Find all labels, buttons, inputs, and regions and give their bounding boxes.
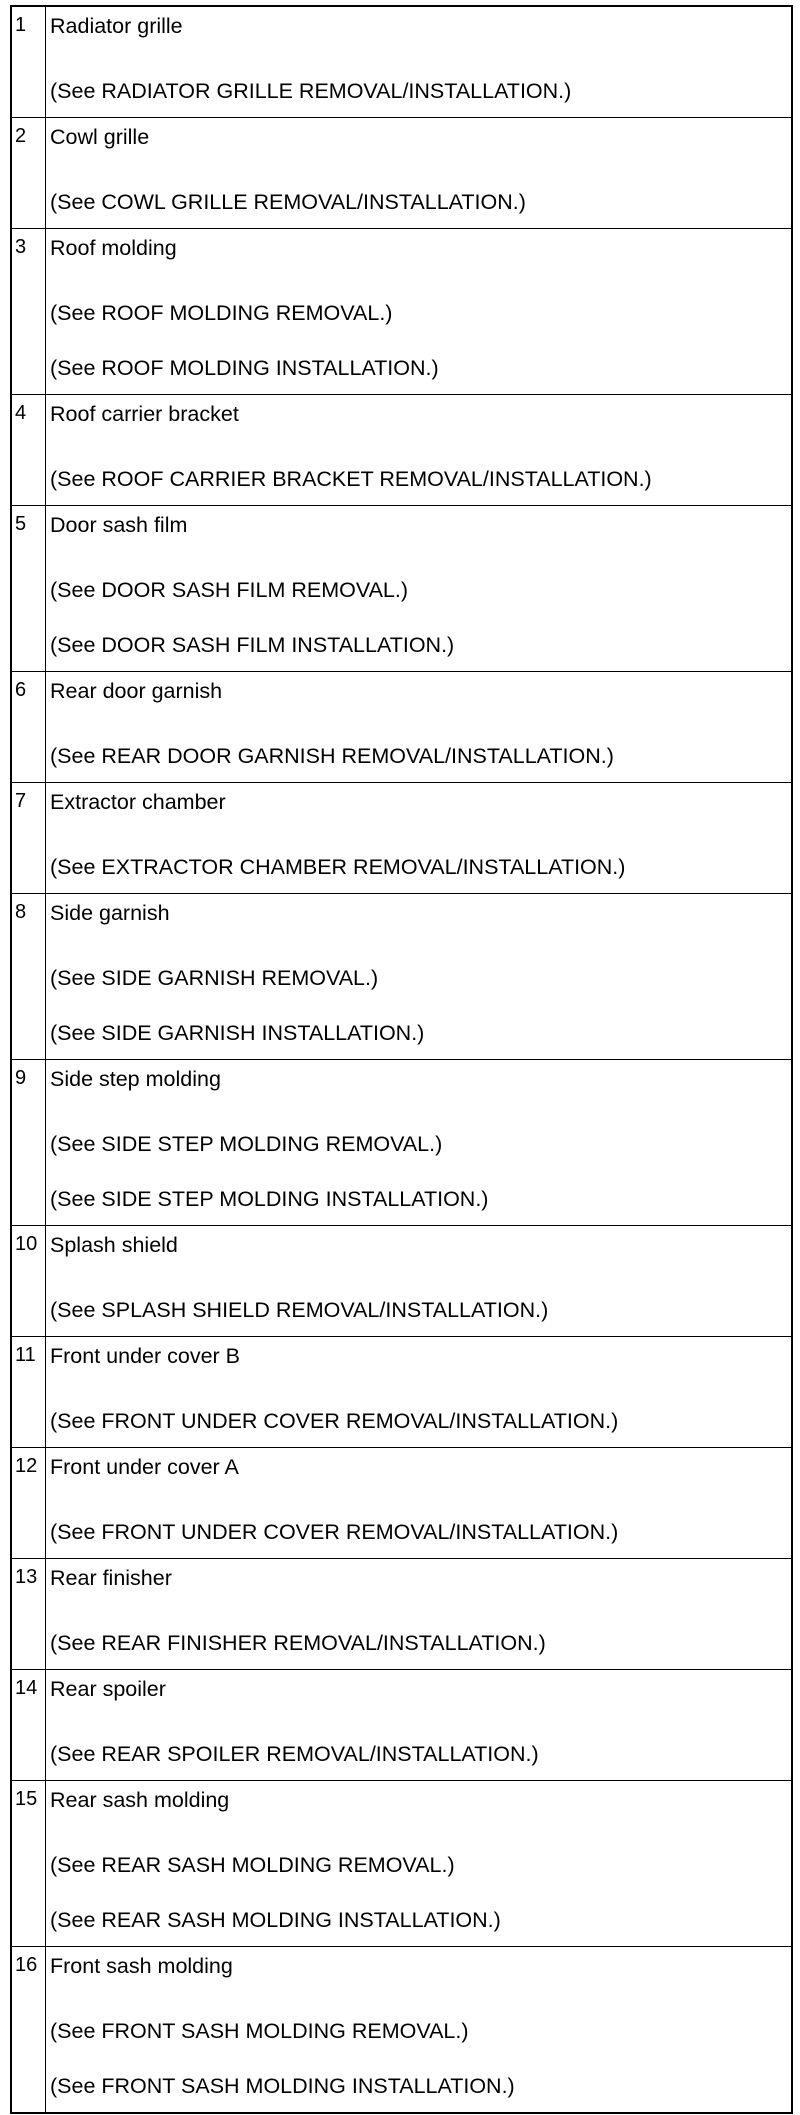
- item-number: 5: [11, 506, 46, 672]
- table-row: [11, 118, 792, 229]
- item-content: [46, 1781, 793, 1947]
- item-number: 6: [11, 672, 46, 783]
- item-reference: (See RADIATOR GRILLE REMOVAL/INSTALLATION.): [50, 79, 572, 103]
- item-number: 2: [11, 118, 46, 229]
- item-reference: (See EXTRACTOR CHAMBER REMOVAL/INSTALLATION.): [50, 855, 626, 879]
- item-number: 15: [11, 1781, 46, 1947]
- item-name: Front sash molding: [50, 1954, 233, 1978]
- item-content: [46, 783, 793, 894]
- item-content: [46, 672, 793, 783]
- item-name: Front under cover B: [50, 1344, 241, 1368]
- item-number: 10: [11, 1226, 46, 1337]
- item-reference: (See SIDE GARNISH REMOVAL.): [50, 966, 379, 990]
- item-reference: (See DOOR SASH FILM INSTALLATION.): [50, 633, 455, 657]
- parts-table: [10, 5, 793, 2114]
- item-name: Extractor chamber: [50, 790, 226, 814]
- item-content: [46, 6, 793, 118]
- table-row: [11, 506, 792, 672]
- item-content: [46, 1670, 793, 1781]
- item-reference: (See ROOF CARRIER BRACKET REMOVAL/INSTALLATION.): [50, 467, 652, 491]
- item-number: 11: [11, 1337, 46, 1448]
- table-row: [11, 1060, 792, 1226]
- table-row: [11, 1337, 792, 1448]
- table-row: [11, 783, 792, 894]
- item-name: Cowl grille: [50, 125, 150, 149]
- item-content: [46, 1060, 793, 1226]
- item-content: [46, 1559, 793, 1670]
- table-row: [11, 1670, 792, 1781]
- item-name: Side garnish: [50, 901, 170, 925]
- item-reference: (See REAR SPOILER REMOVAL/INSTALLATION.): [50, 1742, 539, 1766]
- item-content: [46, 506, 793, 672]
- item-reference: (See REAR DOOR GARNISH REMOVAL/INSTALLATION.): [50, 744, 614, 768]
- item-reference: (See FRONT SASH MOLDING REMOVAL.): [50, 2019, 469, 2043]
- item-reference: (See COWL GRILLE REMOVAL/INSTALLATION.): [50, 190, 526, 214]
- item-reference: (See REAR SASH MOLDING REMOVAL.): [50, 1853, 455, 1877]
- table-row: [11, 1226, 792, 1337]
- item-content: [46, 1226, 793, 1337]
- table-row: [11, 1947, 792, 2114]
- item-reference: (See SPLASH SHIELD REMOVAL/INSTALLATION.): [50, 1298, 549, 1322]
- item-reference: (See SIDE STEP MOLDING REMOVAL.): [50, 1132, 443, 1156]
- item-name: Front under cover A: [50, 1455, 239, 1479]
- item-name: Radiator grille: [50, 14, 183, 38]
- item-name: Splash shield: [50, 1233, 178, 1257]
- item-reference: (See FRONT UNDER COVER REMOVAL/INSTALLATION.): [50, 1520, 619, 1544]
- item-reference: (See REAR SASH MOLDING INSTALLATION.): [50, 1908, 501, 1932]
- item-name: Rear spoiler: [50, 1677, 166, 1701]
- item-reference: (See ROOF MOLDING REMOVAL.): [50, 301, 393, 325]
- table-row: [11, 1781, 792, 1947]
- table-row: [11, 672, 792, 783]
- item-reference: (See REAR FINISHER REMOVAL/INSTALLATION.): [50, 1631, 546, 1655]
- item-name: Side step molding: [50, 1067, 221, 1091]
- item-reference: (See ROOF MOLDING INSTALLATION.): [50, 356, 439, 380]
- item-name: Rear finisher: [50, 1566, 172, 1590]
- item-name: Door sash film: [50, 513, 188, 537]
- table-row: [11, 1559, 792, 1670]
- item-name: Rear sash molding: [50, 1788, 230, 1812]
- item-name: Roof carrier bracket: [50, 402, 239, 426]
- item-reference: (See SIDE STEP MOLDING INSTALLATION.): [50, 1187, 489, 1211]
- item-number: 14: [11, 1670, 46, 1781]
- item-content: [46, 1947, 793, 2114]
- item-content: [46, 395, 793, 506]
- item-content: [46, 1337, 793, 1448]
- item-content: [46, 118, 793, 229]
- item-number: 13: [11, 1559, 46, 1670]
- item-reference: (See SIDE GARNISH INSTALLATION.): [50, 1021, 425, 1045]
- parts-table-body: [11, 6, 792, 2113]
- item-name: Roof molding: [50, 236, 177, 260]
- table-row: [11, 229, 792, 395]
- item-content: [46, 894, 793, 1060]
- item-content: [46, 1448, 793, 1559]
- item-reference: (See DOOR SASH FILM REMOVAL.): [50, 578, 409, 602]
- item-reference: (See FRONT SASH MOLDING INSTALLATION.): [50, 2074, 515, 2098]
- item-number: 9: [11, 1060, 46, 1226]
- item-number: 8: [11, 894, 46, 1060]
- table-row: [11, 6, 792, 118]
- item-number: 7: [11, 783, 46, 894]
- item-number: 16: [11, 1947, 46, 2114]
- item-content: [46, 229, 793, 395]
- item-number: 1: [11, 6, 46, 118]
- table-row: [11, 395, 792, 506]
- item-number: 12: [11, 1448, 46, 1559]
- item-reference: (See FRONT UNDER COVER REMOVAL/INSTALLATION.): [50, 1409, 619, 1433]
- item-number: 4: [11, 395, 46, 506]
- table-row: [11, 894, 792, 1060]
- item-name: Rear door garnish: [50, 679, 223, 703]
- table-row: [11, 1448, 792, 1559]
- item-number: 3: [11, 229, 46, 395]
